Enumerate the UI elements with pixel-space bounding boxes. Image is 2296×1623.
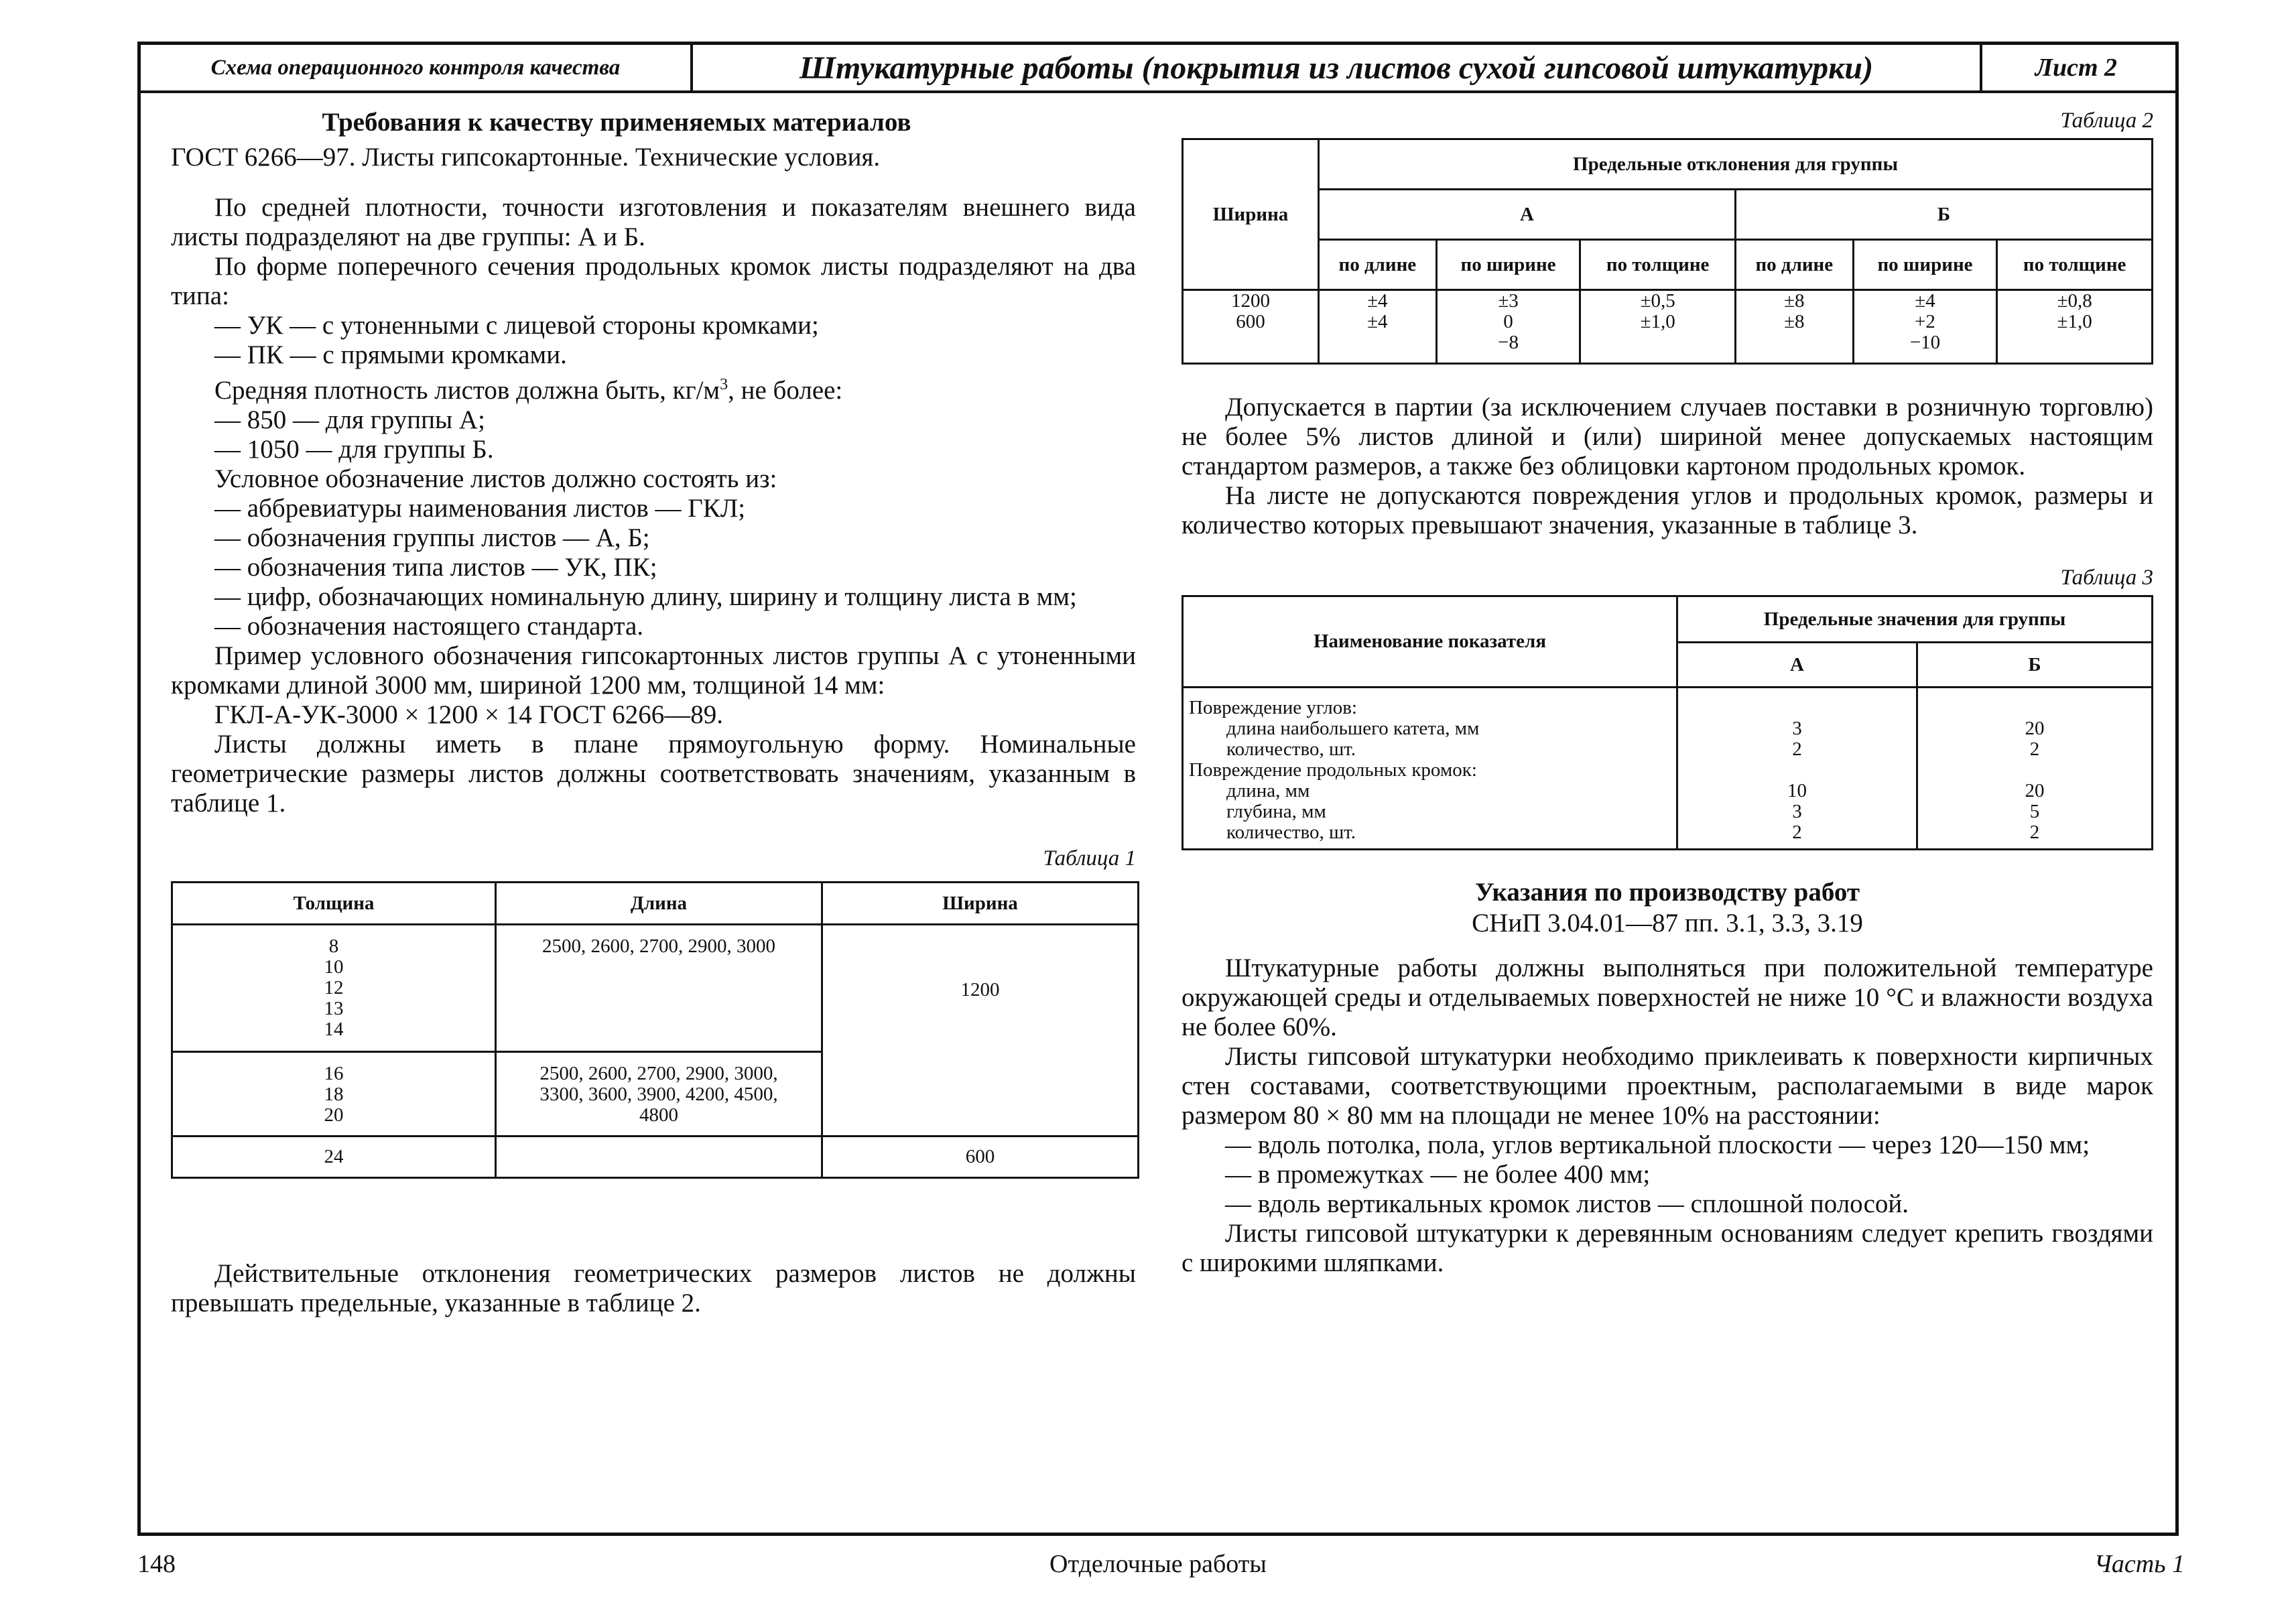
- table3-caption: Таблица 3: [2060, 566, 2153, 590]
- list-item-1050: — 1050 — для группы Б.: [214, 435, 494, 464]
- list-item-ceiling: — вдоль потолка, пола, углов вертикальной плоскости — через 120—150 мм;: [1225, 1130, 2090, 1159]
- table2-header-limits: Предельные отклонения для группы: [1319, 139, 2153, 190]
- table3-values-b: 20 2 20 5 2: [1917, 688, 2153, 850]
- table1-cell: 2500, 2600, 2700, 2900, 3000, 3300, 3600, 3900, 4200, 4500, 4800: [496, 1052, 822, 1137]
- table3-header-name: Наименование показателя: [1183, 596, 1677, 688]
- table2-cell: ±4 ±4: [1319, 290, 1437, 364]
- table2-cell: ±3 0 −8: [1436, 290, 1580, 364]
- table2-header-b-thickness: по толщине: [1997, 240, 2153, 290]
- header-scheme-label: Схема операционного контроля качества: [210, 55, 621, 80]
- table1-cell: 16 18 20: [172, 1052, 496, 1137]
- table1-caption: Таблица 1: [1043, 846, 1136, 870]
- table1-cell: 24: [172, 1137, 496, 1178]
- table3-header-limits: Предельные значения для группы: [1677, 596, 2153, 643]
- paragraph-groups: По средней плотности, точности изготовления и показателям внешнего вида листы подразделяют на две группы: А и Б.: [171, 193, 1136, 251]
- footer-part: Часть 1: [2094, 1550, 2185, 1578]
- table2-cell: ±0,5 ±1,0: [1580, 290, 1736, 364]
- header-title: Штукатурные работы (покрытия из листов сухой гипсовой штукатурки): [690, 45, 1982, 90]
- table2-header-a-length: по длине: [1319, 240, 1437, 290]
- table2-header-b-width: по ширине: [1853, 240, 1997, 290]
- list-item-gaps: — в промежутках — не более 400 мм;: [1225, 1160, 1651, 1189]
- table3: [1182, 595, 2153, 850]
- paragraph-temperature: Штукатурные работы должны выполняться при положительной температуре окружающей среды и отделываемых поверхностей не ниже 10 °С и влажности воздуха не более 60%.: [1182, 954, 2153, 1041]
- table2-caption: Таблица 2: [2060, 109, 2153, 133]
- gost-reference: ГОСТ 6266—97. Листы гипсокартонные. Технические условия.: [171, 143, 881, 172]
- list-item-group: — обозначения группы листов — А, Б;: [214, 523, 650, 552]
- header-bar: [141, 45, 2175, 93]
- table2-header-b-length: по длине: [1735, 240, 1853, 290]
- table1-header-width: Ширина: [822, 883, 1139, 925]
- paragraph-designation: Условное обозначение листов должно состоять из:: [214, 464, 777, 493]
- snip-reference: СНиП 3.04.01—87 пп. 3.1, 3.3, 3.19: [1472, 909, 1863, 937]
- table2-cell: ±8 ±8: [1735, 290, 1853, 364]
- paragraph-density: Средняя плотность листов должна быть, $кг/м^3$, не более:: [214, 376, 843, 405]
- list-item-abbrev: — аббревиатуры наименования листов — ГКЛ;: [214, 494, 746, 523]
- paragraph-example: Пример условного обозначения гипсокартонных листов группы А с утоненными кромками длиной 3000 мм, шириной 1200 мм, толщиной 14 мм:: [171, 641, 1136, 700]
- table2-cell: 1200 600: [1183, 290, 1319, 364]
- paragraph-shape: Листы должны иметь в плане прямоугольную форму. Номинальные геометрические размеры листов должны соответствовать значениям, указанным в таблице 1.: [171, 730, 1136, 818]
- table2: [1182, 138, 2153, 365]
- table2-cell: ±0,8 ±1,0: [1997, 290, 2153, 364]
- paragraph-batch: Допускается в партии (за исключением случаев поставки в розничную торговлю) не более 5% листов длиной и (или) шириной менее допускаемых настоящим стандартом размеров, а также без облицовки картоном продольных кромок.: [1182, 393, 2153, 480]
- table3-header-group-a: А: [1677, 643, 1917, 688]
- table1-cell: [496, 1137, 822, 1178]
- table1-header-length: Длина: [496, 883, 822, 925]
- right-column: [1182, 107, 2153, 1278]
- list-item-standard: — обозначения настоящего стандарта.: [214, 612, 644, 641]
- designation-example: ГКЛ-А-УК-3000 × 1200 × 14 ГОСТ 6266—89.: [214, 700, 724, 729]
- footer-page-number: 148: [137, 1550, 176, 1578]
- footer-section-title: Отделочные работы: [1049, 1550, 1267, 1578]
- table1-cell: 8 10 12 13 14: [172, 925, 496, 1052]
- list-item-850: — 850 — для группы А;: [214, 405, 485, 434]
- list-item-type: — обозначения типа листов — УК, ПК;: [214, 553, 657, 582]
- table1: [171, 881, 1139, 1179]
- paragraph-deviations: Действительные отклонения геометрических размеров листов не должны превышать предельные, указанные в таблице 2.: [171, 1259, 1136, 1317]
- table1-cell: 600: [822, 1137, 1139, 1178]
- list-item-edges: — вдоль вертикальных кромок листов — сплошной полосой.: [1225, 1189, 1909, 1218]
- materials-heading: Требования к качеству применяемых материалов: [322, 108, 911, 137]
- table2-header-a-width: по ширине: [1436, 240, 1580, 290]
- table1-cell: 2500, 2600, 2700, 2900, 3000: [496, 925, 822, 1052]
- paragraph-damage: На листе не допускаются повреждения углов и продольных кромок, размеры и количество которых превышают значения, указанные в таблице 3.: [1182, 481, 2153, 539]
- table2-cell: ±4 +2 −10: [1853, 290, 1997, 364]
- table1-header-thickness: Толщина: [172, 883, 496, 925]
- paragraph-wooden-base: Листы гипсовой штукатурки к деревянным основаниям следует крепить гвоздями с широкими шляпками.: [1182, 1219, 2153, 1277]
- table1-cell: 1200: [822, 925, 1139, 1137]
- table2-header-width: Ширина: [1183, 139, 1319, 290]
- left-column: [171, 107, 1136, 1318]
- works-heading: Указания по производству работ: [1475, 878, 1860, 907]
- table3-values-a: 3 2 10 3 2: [1677, 688, 1917, 850]
- table3-header-group-b: Б: [1917, 643, 2153, 688]
- paragraph-gluing: Листы гипсовой штукатурки необходимо приклеивать к поверхности кирпичных стен составами, соответствующими проектным, располагаемыми в виде марок размером 80 × 80 мм на площади не менее 10% на расстоянии:: [1182, 1042, 2153, 1130]
- table3-labels: Повреждение углов: длина наибольшего катета, мм количество, шт. Повреждение продольных кромок: длина, мм глубина, мм количество, шт.: [1183, 688, 1677, 850]
- table2-header-group-a: А: [1319, 190, 1736, 240]
- header-sheet-number: Лист 2: [2035, 54, 2118, 82]
- paragraph-types: По форме поперечного сечения продольных кромок листы подразделяют на два типа:: [171, 252, 1136, 310]
- list-item-pk: — ПК — с прямыми кромками.: [214, 340, 567, 369]
- table2-header-group-b: Б: [1735, 190, 2152, 240]
- table2-header-a-thickness: по толщине: [1580, 240, 1736, 290]
- list-item-uk: — УК — с утоненными с лицевой стороны кромками;: [214, 311, 819, 340]
- list-item-digits: — цифр, обозначающих номинальную длину, ширину и толщину листа в мм;: [214, 582, 1077, 611]
